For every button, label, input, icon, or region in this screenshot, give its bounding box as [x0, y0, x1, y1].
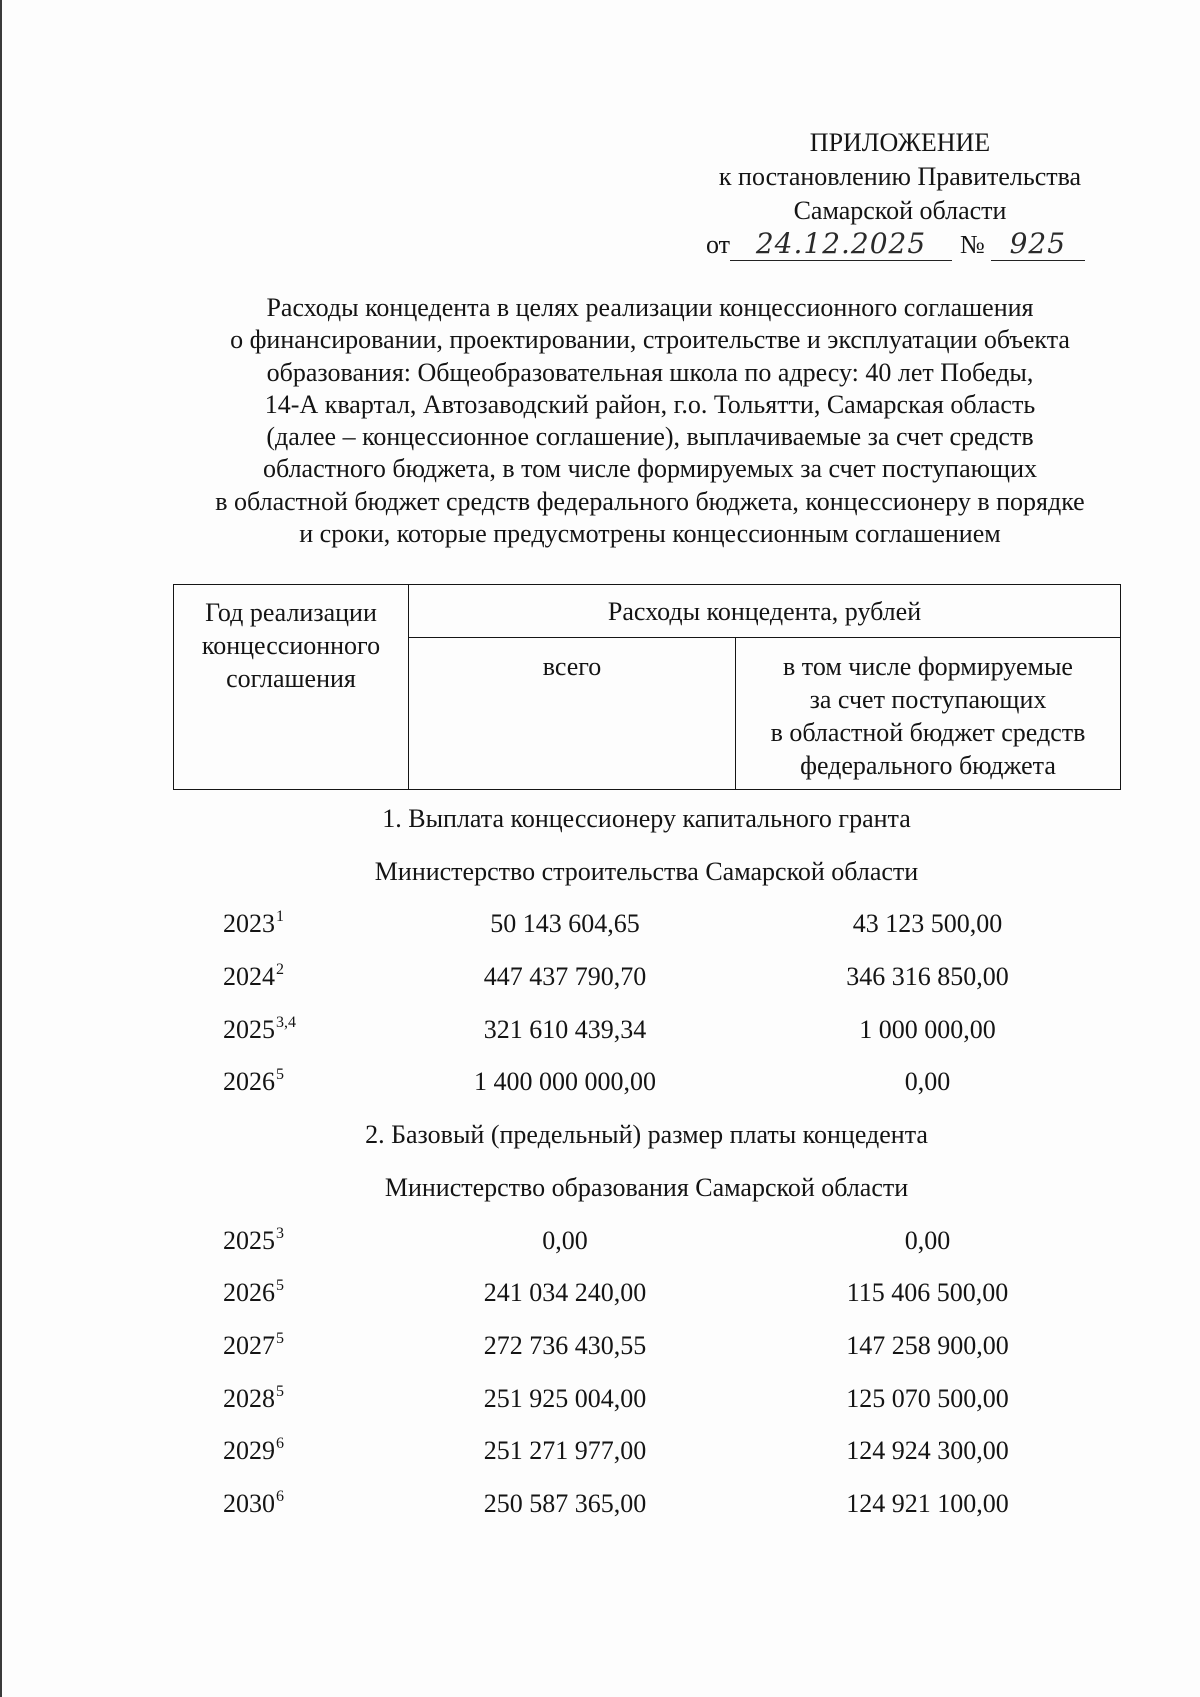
scan-edge-line — [0, 0, 2, 1697]
title-line: о финансировании, проектировании, строительстве и эксплуатации объекта — [230, 325, 1070, 355]
table-row — [173, 1320, 1120, 1373]
title-line: (далее – концессионное соглашение), выплачиваемые за счет средств — [266, 422, 1034, 452]
section-heading: 1. Выплата концессионеру капитального гранта — [382, 804, 911, 833]
year-cell — [223, 1215, 284, 1268]
footnote-mark: 5 — [276, 1066, 284, 1084]
table-row — [173, 951, 1120, 1004]
appendix-header — [650, 126, 1150, 228]
year-value: 2030 — [223, 1488, 275, 1518]
year-value: 2026 — [223, 1278, 275, 1308]
year-cell — [223, 1056, 284, 1109]
section-heading: 2. Базовый (предельный) размер платы концедента — [365, 1120, 928, 1150]
number-sign: № — [960, 230, 985, 259]
footnote-mark: 6 — [276, 1435, 284, 1453]
federal-amount: 1 000 000,00 — [859, 1014, 996, 1044]
year-cell — [223, 1425, 284, 1478]
section-ministry: Министерство образования Самарской области — [384, 1172, 909, 1202]
federal-amount: 124 921 100,00 — [846, 1488, 1009, 1518]
title-line: в областной бюджет средств федерального бюджета, концессионеру в порядке — [215, 486, 1085, 516]
title-line: образования: Общеобразовательная школа по адресу: 40 лет Победы, — [266, 357, 1034, 387]
footnote-mark: 3 — [276, 1224, 284, 1242]
federal-amount: 124 924 300,00 — [846, 1436, 1009, 1466]
column-header-line: концессионного — [201, 631, 381, 660]
column-header-line: соглашения — [226, 664, 356, 693]
total-amount: 272 736 430,55 — [483, 1330, 647, 1360]
federal-amount: 0,00 — [904, 1067, 951, 1097]
footnote-mark: 3,4 — [276, 1013, 296, 1031]
column-header-total: всего — [409, 638, 736, 790]
handwritten-number: 925 — [991, 228, 1085, 261]
total-amount: 251 925 004,00 — [483, 1383, 647, 1413]
year-value: 2029 — [223, 1436, 275, 1466]
total-amount: 1 400 000 000,00 — [474, 1067, 656, 1097]
title-line: областного бюджета, в том числе формируемых за счет поступающих — [262, 454, 1037, 484]
table-header-row-1 — [174, 585, 1121, 638]
decree-reference-line-1: к постановлению Правительства — [718, 162, 1082, 191]
total-amount: 447 437 790,70 — [483, 962, 647, 992]
column-group-header-expenses: Расходы концедента, рублей — [409, 585, 1121, 638]
title-line: 14-А квартал, Автозаводский район, г.о. Тольятти, Самарская область — [264, 389, 1036, 419]
total-amount: 0,00 — [542, 1225, 588, 1255]
decree-date-line — [706, 228, 1085, 264]
year-cell — [223, 1267, 284, 1320]
year-cell — [223, 898, 284, 951]
total-amount: 321 610 439,34 — [483, 1014, 647, 1044]
column-header-line: в областной бюджет средств — [770, 718, 1086, 747]
year-cell — [223, 1373, 284, 1426]
expenses-table-body — [173, 793, 1120, 1531]
year-cell — [223, 1320, 284, 1373]
federal-amount: 115 406 500,00 — [846, 1278, 1009, 1308]
total-amount: 251 271 977,00 — [483, 1436, 647, 1466]
table-row — [173, 1425, 1120, 1478]
table-row — [173, 898, 1120, 951]
total-amount: 50 143 604,65 — [490, 909, 640, 939]
footnote-mark: 5 — [276, 1329, 284, 1347]
title-line: Расходы концедента в целях реализации концессионного соглашения — [266, 293, 1034, 322]
footnote-mark: 1 — [276, 908, 284, 926]
year-value: 2025 — [223, 1014, 275, 1044]
year-cell — [223, 951, 284, 1004]
footnote-mark: 6 — [276, 1487, 284, 1505]
title-line: и сроки, которые предусмотрены концессионным соглашением — [299, 519, 1001, 549]
year-cell — [223, 1478, 284, 1531]
column-header-line: федерального бюджета — [800, 751, 1056, 780]
year-value: 2028 — [223, 1383, 275, 1413]
table-row — [173, 1373, 1120, 1426]
appendix-label: ПРИЛОЖЕНИЕ — [809, 128, 991, 157]
column-header-line: Год реализации — [205, 598, 377, 627]
column-header-year — [174, 585, 409, 790]
section-ministry: Министерство строительства Самарской области — [374, 856, 919, 886]
year-cell — [223, 1004, 296, 1057]
table-row — [173, 1215, 1120, 1268]
year-value: 2023 — [223, 909, 275, 939]
footnote-mark: 5 — [276, 1382, 284, 1400]
decree-reference-line-2: Самарской области — [793, 196, 1007, 225]
year-value: 2027 — [223, 1330, 275, 1360]
column-header-federal — [736, 638, 1121, 790]
footnote-mark: 2 — [276, 961, 284, 979]
table-row — [173, 1478, 1120, 1531]
federal-amount: 125 070 500,00 — [846, 1383, 1009, 1413]
expenses-table-header — [173, 584, 1121, 790]
federal-amount: 0,00 — [904, 1225, 951, 1255]
year-value: 2025 — [223, 1225, 275, 1255]
column-header-line: в том числе формируемые — [783, 652, 1073, 681]
document-title — [150, 292, 1150, 550]
federal-amount: 147 258 900,00 — [846, 1330, 1009, 1360]
total-amount: 241 034 240,00 — [483, 1278, 647, 1308]
table-row — [173, 1267, 1120, 1320]
table-row — [173, 1004, 1120, 1057]
federal-amount: 43 123 500,00 — [852, 909, 1003, 939]
column-header-line: за счет поступающих — [809, 685, 1047, 714]
total-amount: 250 587 365,00 — [483, 1488, 647, 1518]
handwritten-date: 24.12.2025 — [730, 228, 952, 261]
year-value: 2026 — [223, 1067, 275, 1097]
footnote-mark: 5 — [276, 1277, 284, 1295]
date-prefix: от — [706, 230, 731, 259]
table-row — [173, 1056, 1120, 1109]
year-value: 2024 — [223, 962, 275, 992]
federal-amount: 346 316 850,00 — [846, 962, 1009, 992]
